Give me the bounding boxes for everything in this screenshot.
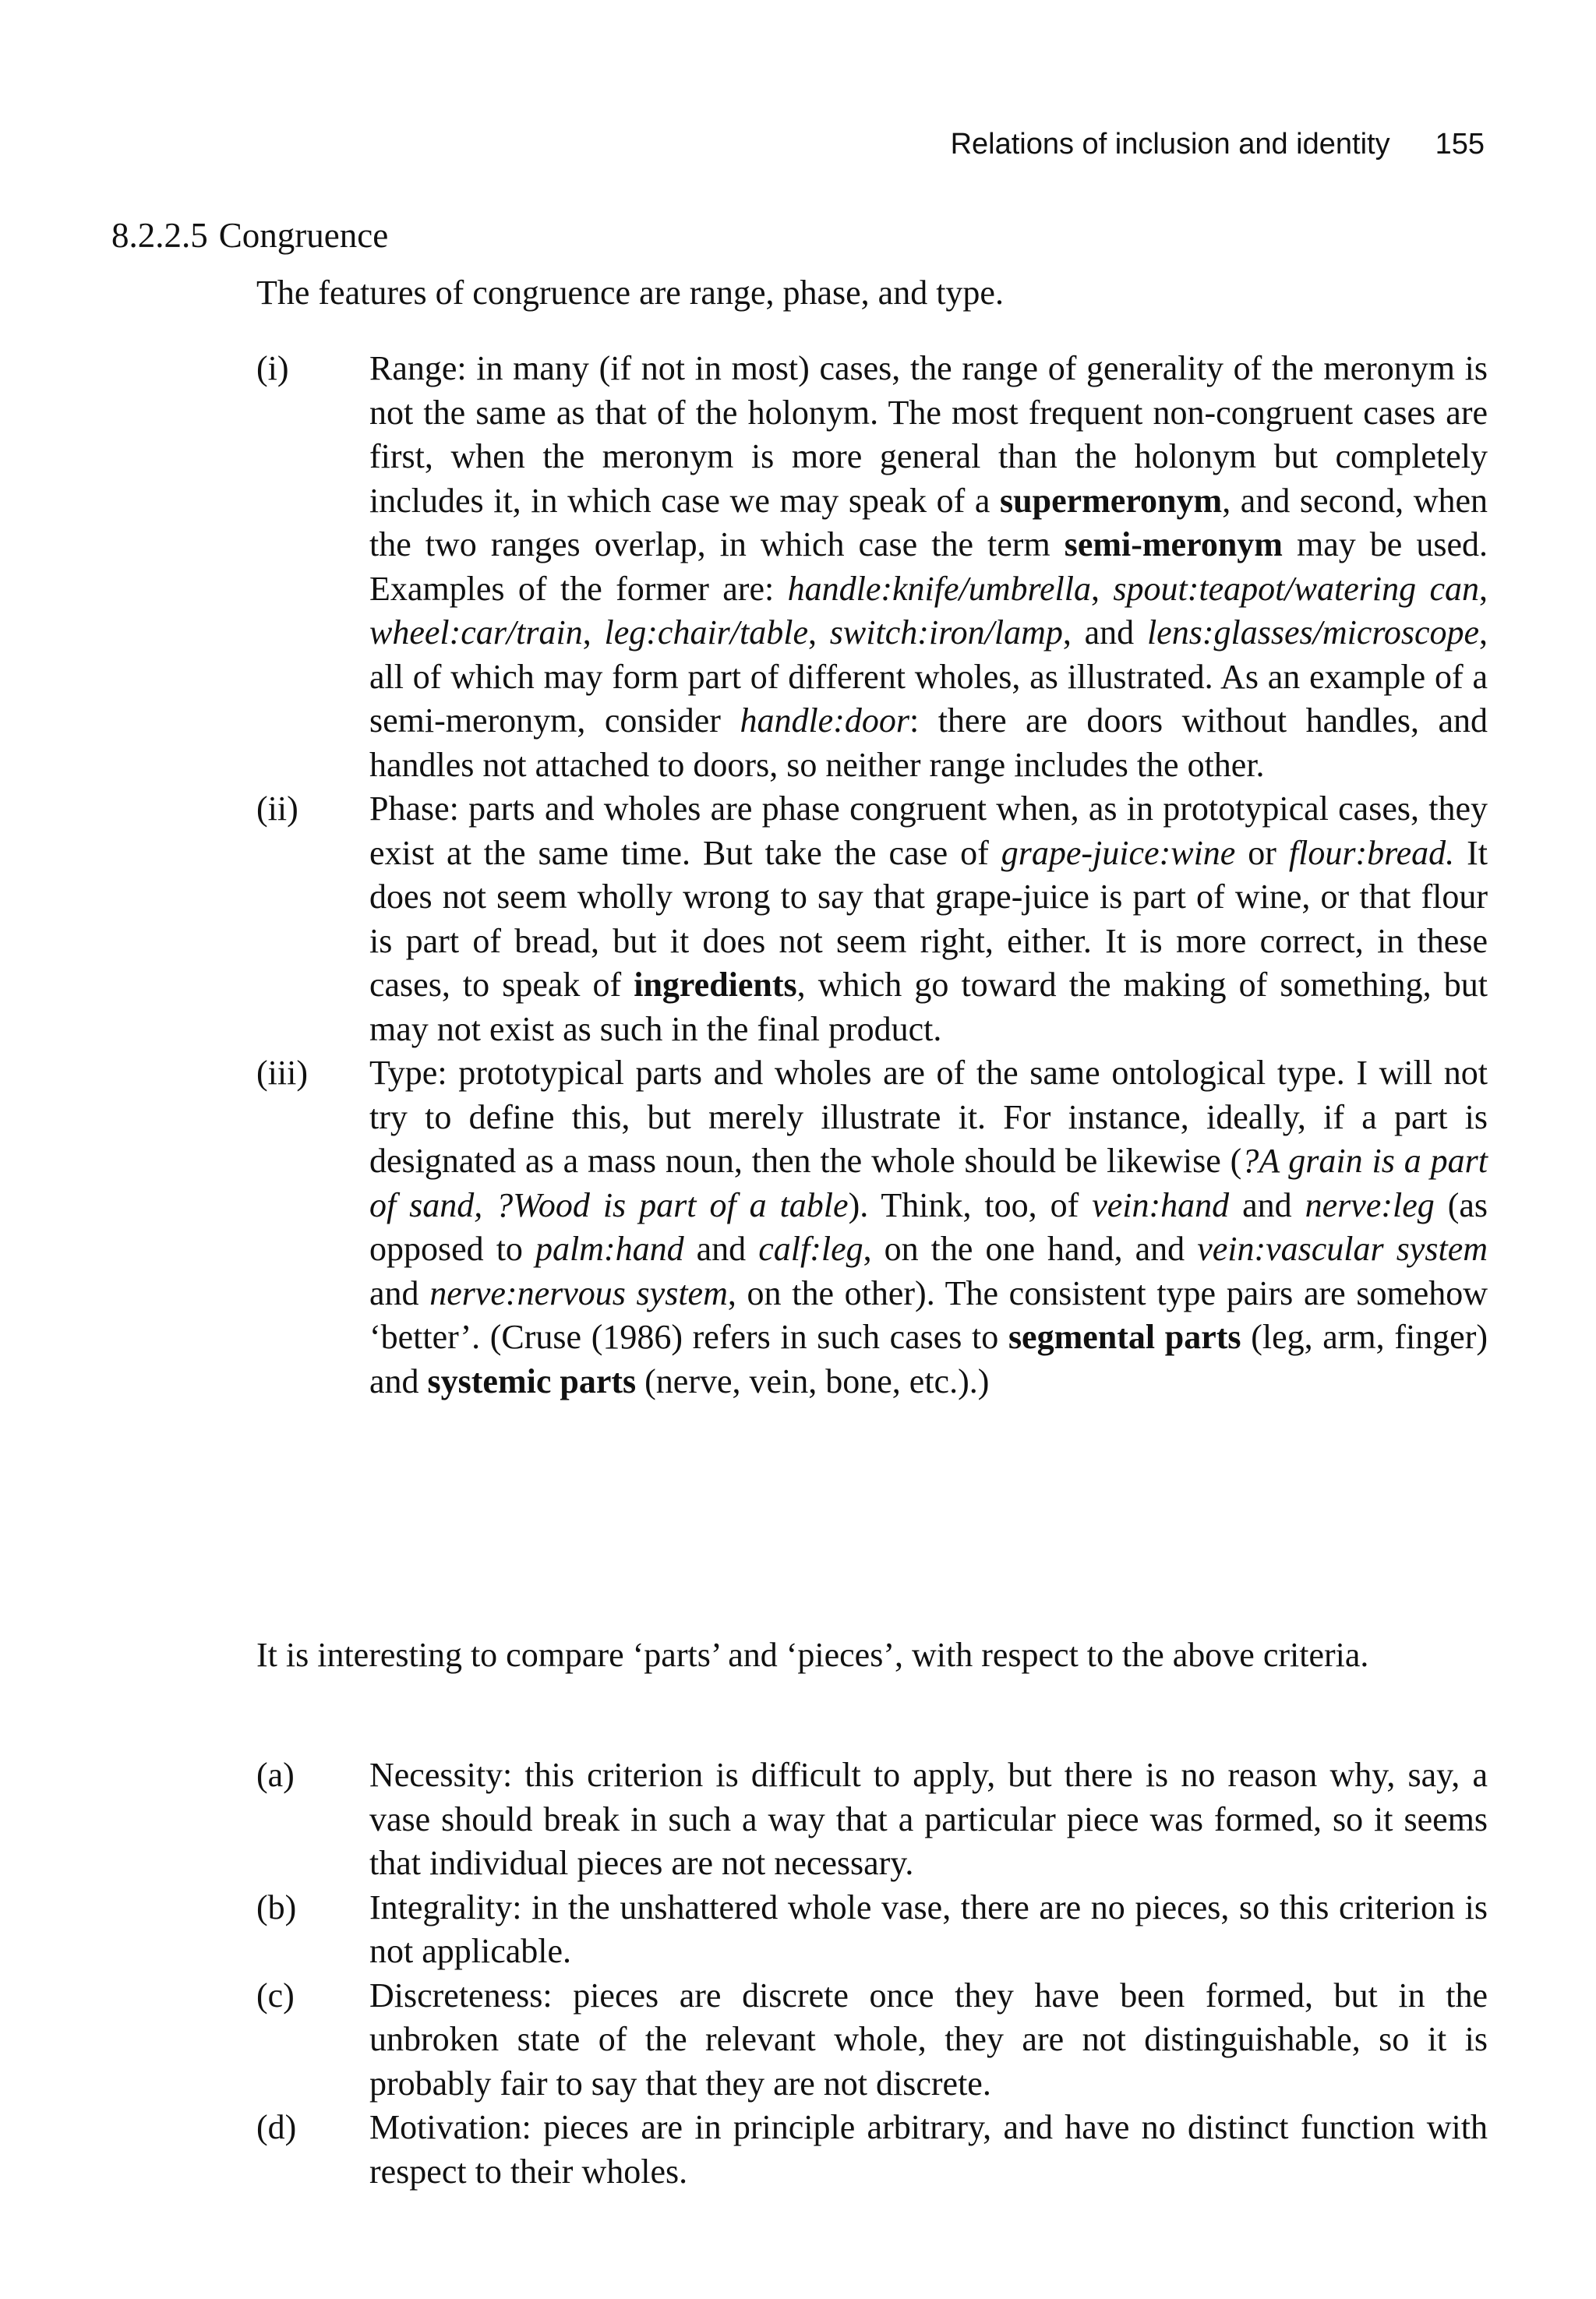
italic-example: grape-juice:wine <box>1001 833 1236 872</box>
italic-example: handle:door <box>740 701 909 740</box>
italic-example: spout:teapot/watering can <box>1113 569 1480 608</box>
item-text: Type: prototypical parts and wholes are of the same ontological type. I will not try to define this, but merely illustrate it. For instance, ideally, if a part is designated as a mass noun, then the whole should be likewise ( <box>369 1054 1488 1180</box>
list-item-discreteness <box>256 1974 1488 2107</box>
italic-example: palm:hand <box>535 1230 684 1268</box>
section-number: 8.2.2.5 <box>111 216 208 255</box>
item-text: , all of which may form part of different wholes, as illustrated. As an example of a semi-meronym, consider <box>369 613 1488 740</box>
item-marker: (c) <box>256 1976 295 2015</box>
item-text: , <box>1479 569 1488 608</box>
italic-example: switch:iron/lamp <box>829 613 1063 652</box>
item-marker: (ii) <box>256 789 298 828</box>
item-marker: (d) <box>256 2108 297 2146</box>
running-head-title: Relations of inclusion and identity <box>950 128 1390 161</box>
item-text: : there are doors without handles, and handles not attached to doors, so neither range includes the other. <box>369 701 1488 784</box>
item-text: may be used. Examples of the former are: <box>369 525 1488 608</box>
item-text: Range: in many (if not in most) cases, the range of generality of the meronym is not the same as that of the holonym. The most frequent non-congruent cases are first, when the meronym is more general than the holonym but completely includes it, in which case we may speak of a <box>369 349 1488 520</box>
item-text: (nerve, vein, bone, etc.).) <box>636 1361 990 1400</box>
list-item-phase <box>256 787 1488 1051</box>
item-text: and <box>683 1230 759 1268</box>
bold-term: ingredients <box>634 966 797 1004</box>
italic-example: vein:vascular system <box>1197 1230 1488 1268</box>
item-text: , <box>582 613 605 652</box>
italic-example: lens:glasses/microscope <box>1146 613 1480 652</box>
bold-term: segmental parts <box>1008 1318 1241 1356</box>
item-text: (as opposed to <box>369 1185 1488 1268</box>
item-text: , which go toward the making of something, but may not exist as such in the final product. <box>369 966 1488 1048</box>
item-text: and <box>1229 1185 1305 1224</box>
bold-term: semi-meronym <box>1064 525 1283 563</box>
item-text: , <box>1091 569 1114 608</box>
running-head <box>779 125 1485 164</box>
list-item-integrality <box>256 1886 1488 1974</box>
italic-example: handle:knife/umbrella <box>787 569 1091 608</box>
item-text: , and second, when the two ranges overlap, in which case the term <box>369 481 1488 563</box>
section-title: Congruence <box>218 216 389 255</box>
italic-example: calf:leg <box>758 1230 863 1268</box>
italic-example: leg:chair/table <box>604 613 809 652</box>
italic-example: nerve:nervous system <box>429 1273 728 1312</box>
item-text: , and <box>1062 613 1147 652</box>
list-item-type <box>256 1051 1488 1404</box>
item-text: and <box>369 1273 430 1312</box>
item-text: Phase: parts and wholes are phase congruent when, as in prototypical cases, they exist at the same time. But take the case of <box>369 789 1488 872</box>
item-text: It does not seem wholly wrong to say that grape-juice is part of wine, or that flour is part of bread, but it does not seem right, either. It is more correct, in these cases, to speak of <box>369 833 1488 1004</box>
intro-paragraph: The features of congruence are range, phase, and type. <box>256 274 1004 312</box>
item-marker: (a) <box>256 1756 295 1794</box>
italic-example: nerve:leg <box>1305 1185 1435 1224</box>
item-marker: (b) <box>256 1888 297 1926</box>
item-text: Integrality: in the unshattered whole vase, there are no pieces, so this criterion is not applicable. <box>369 1888 1488 1970</box>
item-marker: (i) <box>256 349 289 387</box>
comparison-paragraph: It is interesting to compare ‘parts’ and ‘pieces’, with respect to the above criteria. <box>256 1636 1369 1674</box>
item-text: (leg, arm, finger) and <box>369 1318 1488 1400</box>
italic-example: vein:hand <box>1092 1185 1230 1224</box>
italic-example: ?A grain is a part of sand, ?Wood is part of a table <box>369 1142 1488 1224</box>
list-item-necessity <box>256 1753 1488 1886</box>
bold-term: systemic parts <box>427 1361 637 1400</box>
item-text: Discreteness: pieces are discrete once they have been formed, but in the unbroken state of the relevant whole, they are not distinguishable, so it is probably fair to say that they are not discrete. <box>369 1976 1488 2103</box>
italic-example: flour:bread. <box>1288 833 1455 872</box>
section-heading <box>111 212 388 259</box>
item-text: Motivation: pieces are in principle arbitrary, and have no distinct function with respect to their wholes. <box>369 2108 1488 2191</box>
italic-example: wheel:car/train <box>369 613 583 652</box>
item-marker: (iii) <box>256 1054 308 1092</box>
congruence-list <box>256 347 1488 1404</box>
bold-term: supermeronym <box>1000 481 1223 520</box>
item-text: Necessity: this criterion is difficult to apply, but there is no reason why, say, a vase should break in such a way that a particular piece was formed, so it seems that individual pieces are not necessary. <box>369 1756 1488 1882</box>
list-item-range <box>256 347 1488 787</box>
item-text: , on the one hand, and <box>863 1230 1198 1268</box>
item-text: ). Think, too, of <box>848 1185 1093 1224</box>
list-item-motivation <box>256 2106 1488 2194</box>
item-text: , <box>808 613 830 652</box>
item-text: , on the other). The consistent type pairs are somehow ‘better’. (Cruse (1986) refers in such cases to <box>369 1273 1488 1356</box>
page-number: 155 <box>1435 128 1485 161</box>
criteria-list <box>256 1753 1488 2194</box>
item-text: or <box>1235 833 1289 872</box>
